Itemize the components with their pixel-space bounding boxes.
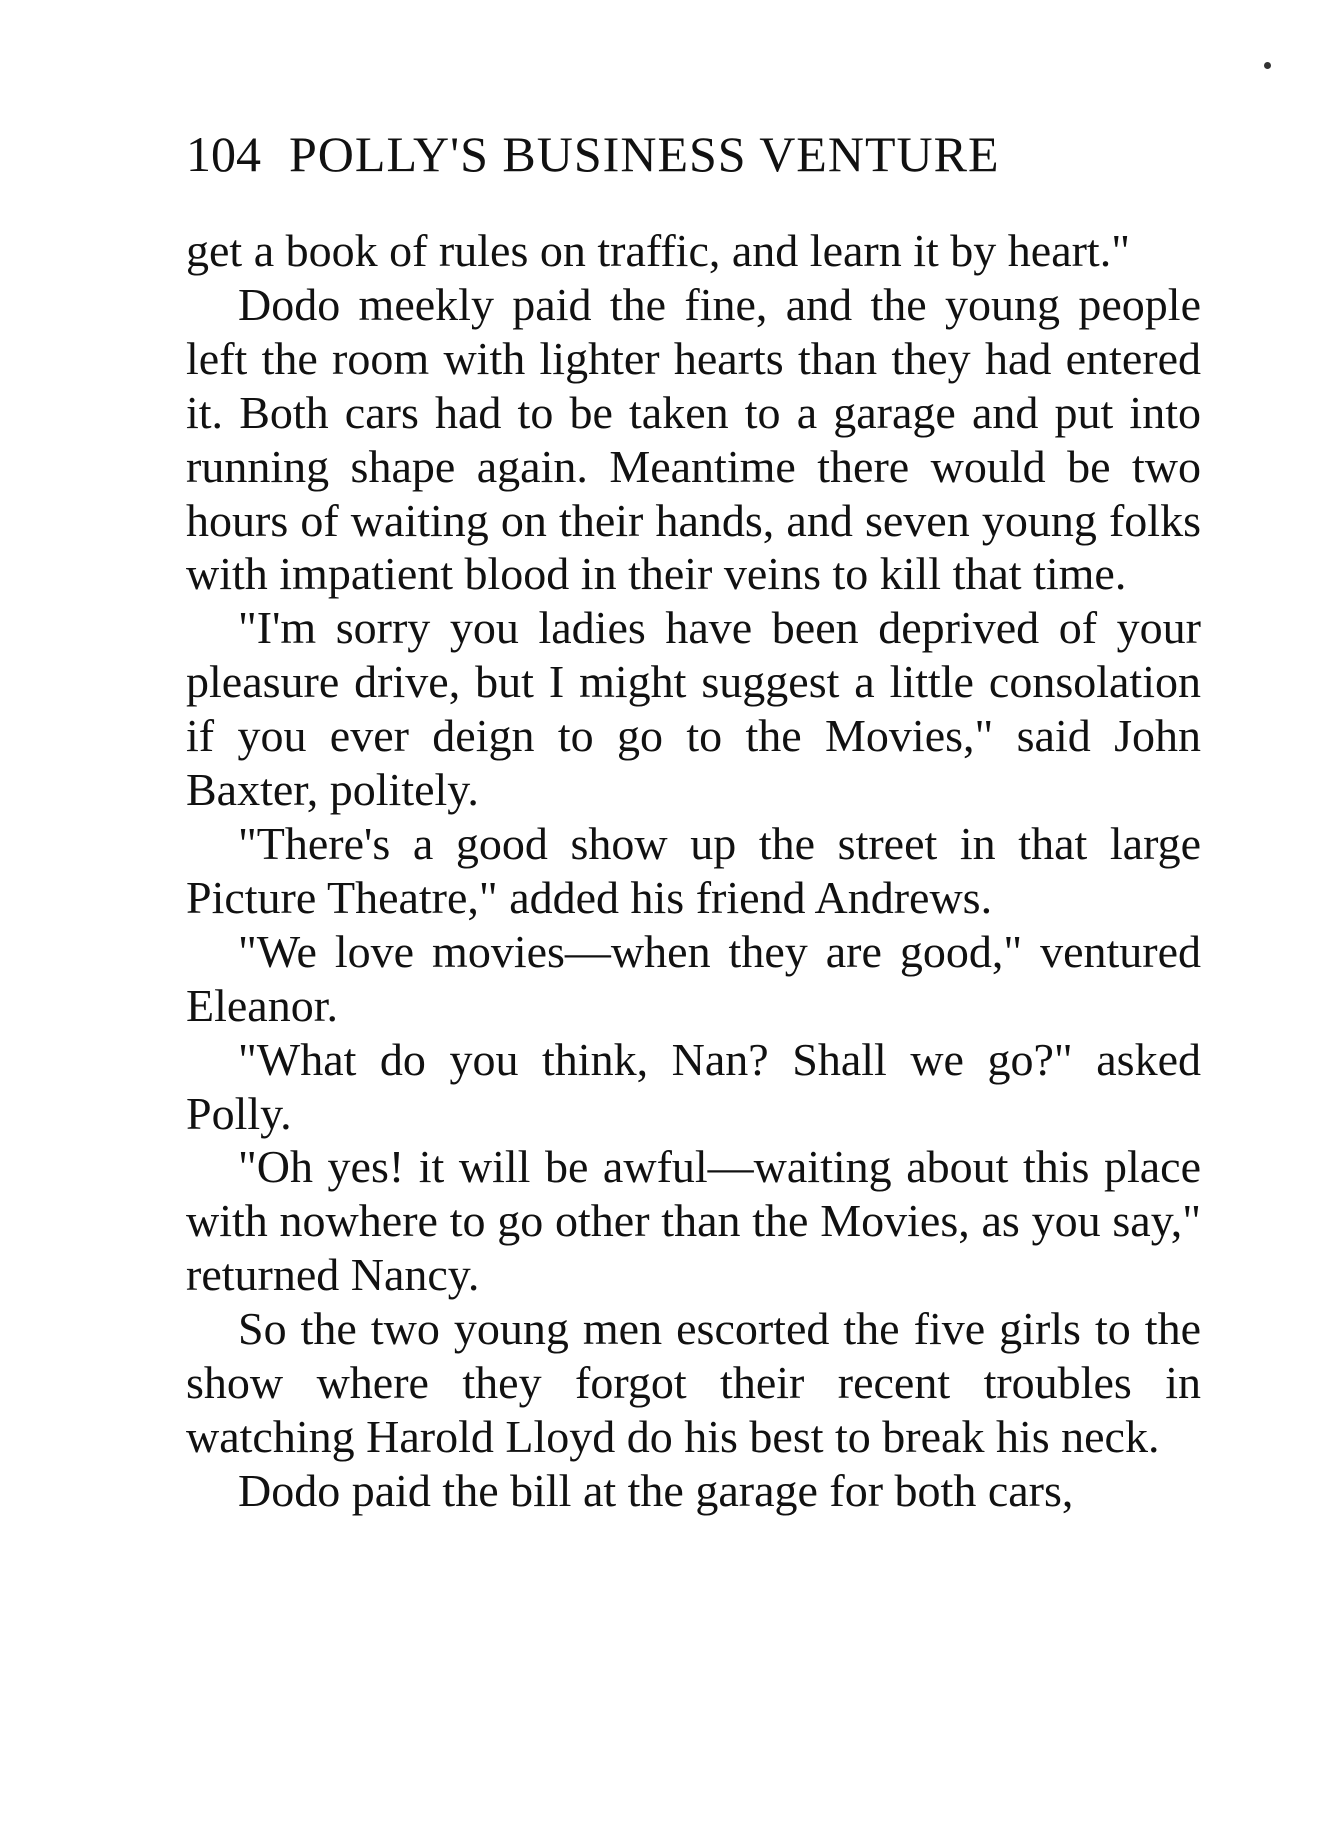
running-header (186, 124, 1186, 184)
paragraph: So the two young men escorted the five girls to the show where they forgot their recent troubles in watching Harold Lloyd do his best to break his neck. (186, 1303, 1201, 1462)
paragraph: Dodo meekly paid the fine, and the young people left the room with lighter hearts than they had entered it. Both cars had to be taken to a garage and put into running shape again. Meantime there would be two hours of waiting on their hands, and seven young folks with impatient blood in their veins to kill that time. (186, 278, 1201, 600)
body-text (186, 224, 1201, 1518)
paragraph: Dodo paid the bill at the garage for both cars, (238, 1464, 1074, 1516)
paragraph: "Oh yes! it will be awful—waiting about this place with nowhere to go other than the Movies, as you say," returned Nancy. (186, 1141, 1201, 1301)
paragraph: "There's a good show up the street in that large Picture Theatre," added his friend Andrews. (186, 817, 1201, 923)
ink-speck (1264, 62, 1271, 69)
paragraph: "I'm sorry you ladies have been deprived of your pleasure drive, but I might suggest a little consolation if you ever deign to go to the Movies," said John Baxter, politely. (186, 602, 1201, 816)
paragraph: "We love movies—when they are good," ventured Eleanor. (186, 925, 1201, 1031)
page-number: 104 (186, 126, 261, 182)
running-title: POLLY'S BUSINESS VENTURE (289, 126, 1000, 182)
paragraph: get a book of rules on traffic, and learn it by heart." (186, 225, 1130, 276)
paragraph: "What do you think, Nan? Shall we go?" asked Polly. (186, 1033, 1201, 1139)
